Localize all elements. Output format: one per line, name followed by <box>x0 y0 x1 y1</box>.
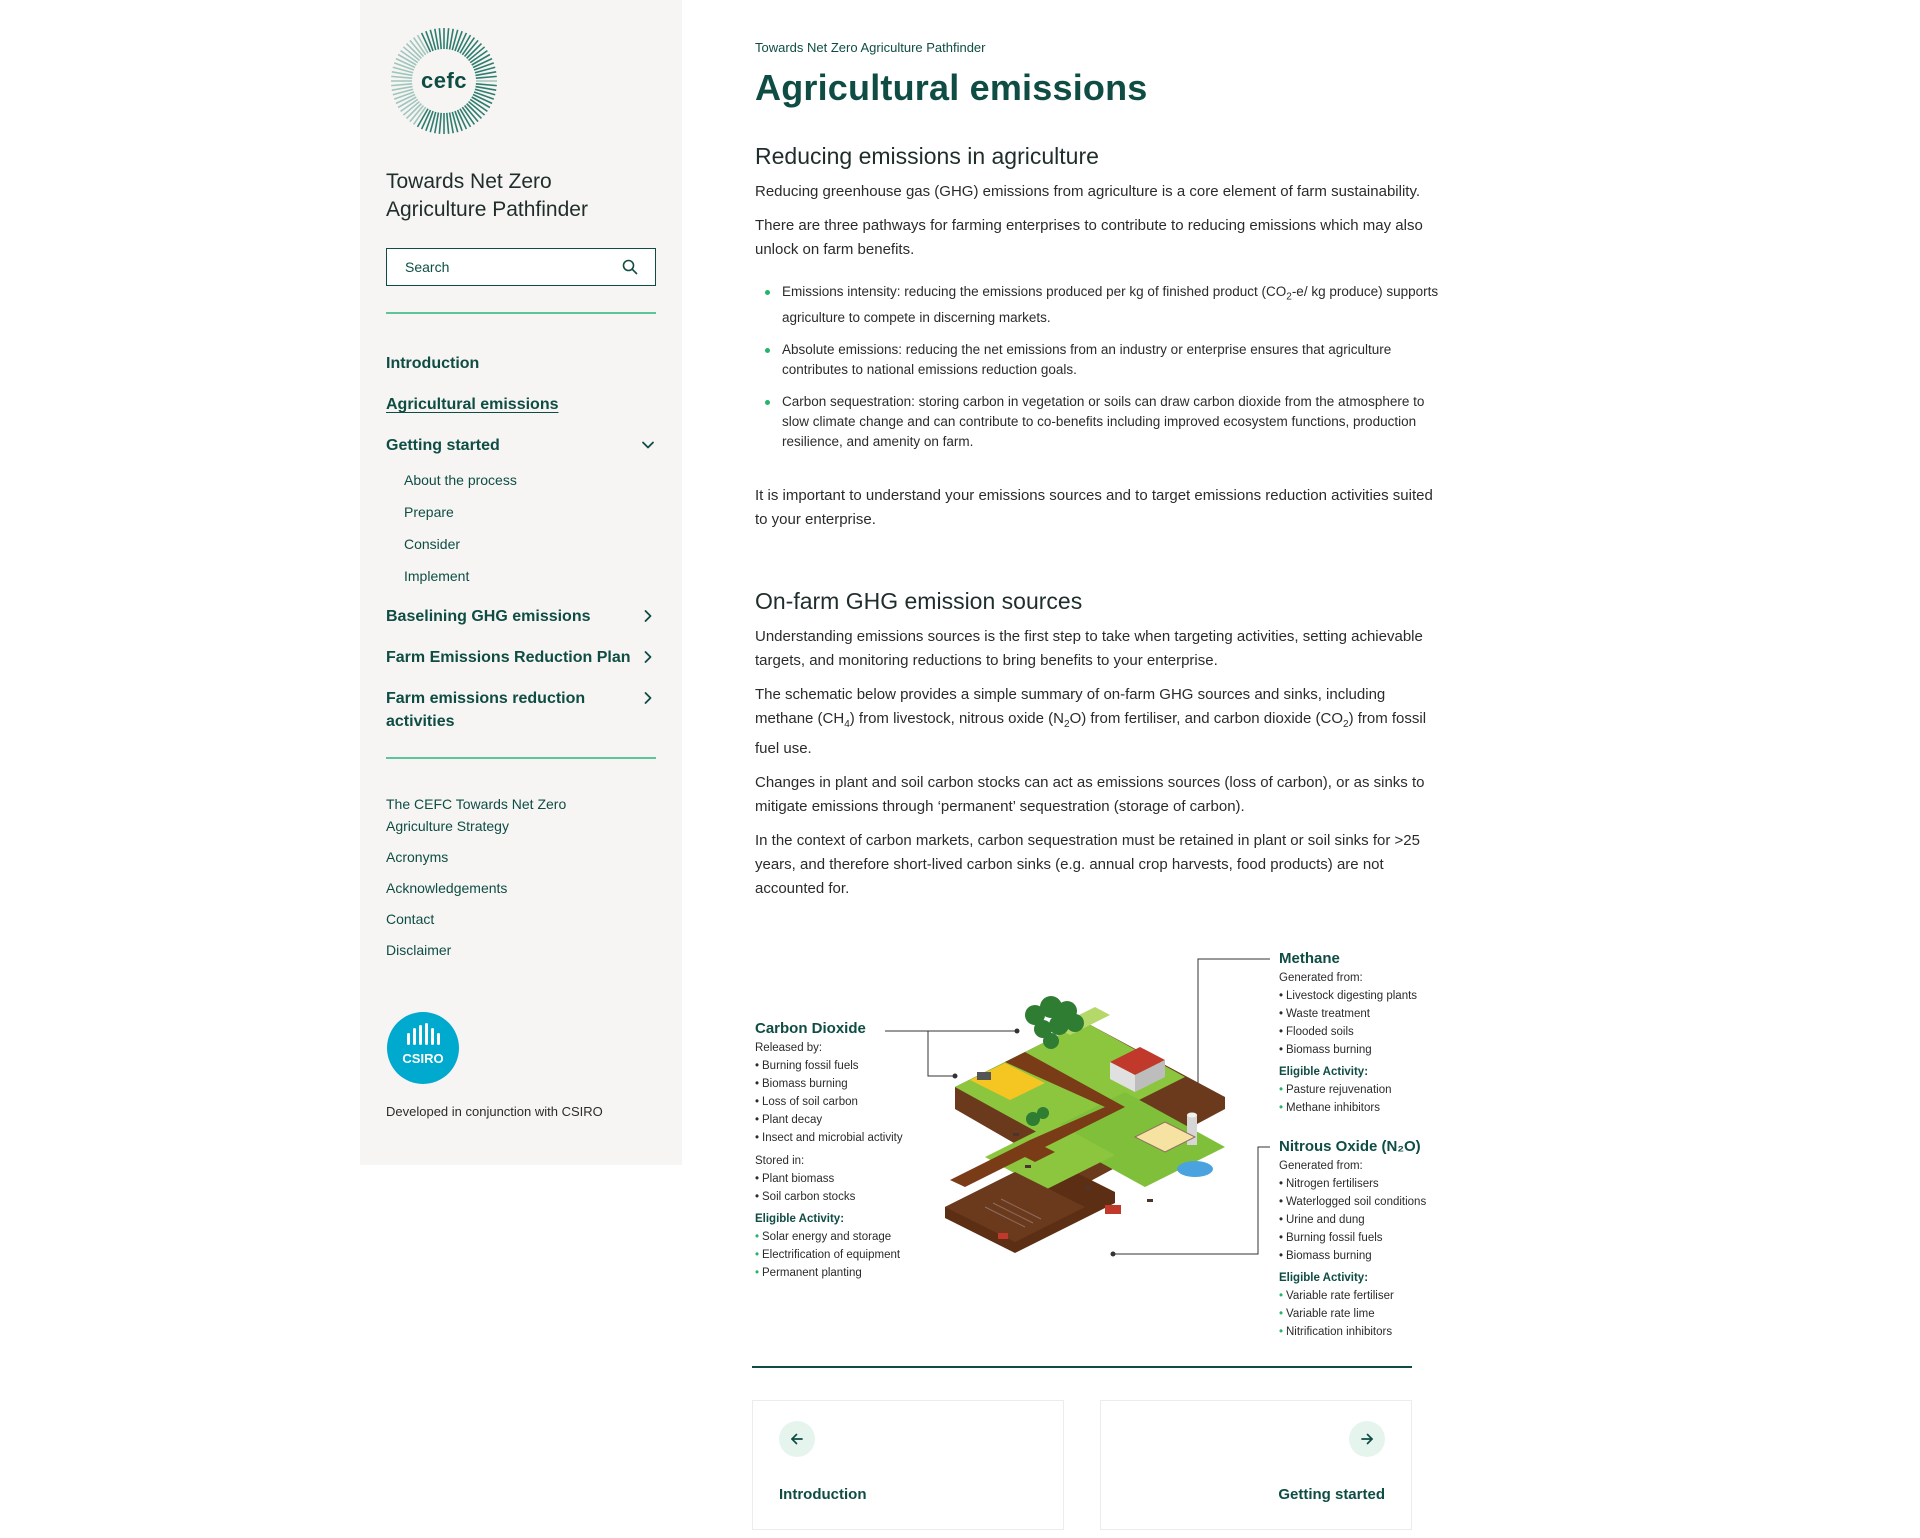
footer-link-acknowledgements[interactable]: Acknowledgements <box>386 880 508 896</box>
list-item: • Biomass burning <box>755 1075 903 1093</box>
n2o-label-block <box>1279 1137 1426 1341</box>
n2o-eligible-label: Eligible Activity: <box>1279 1271 1369 1284</box>
arrow-left-icon <box>779 1421 815 1457</box>
nav-item-farm-emissions-reduction-activities[interactable] <box>386 687 656 733</box>
search-box <box>386 248 656 286</box>
co2-released-label: Released by: <box>755 1041 823 1054</box>
list-item: • Nitrification inhibitors <box>1279 1323 1426 1341</box>
subnav-getting-started <box>404 471 656 585</box>
co2-label-block <box>755 1019 903 1282</box>
list-item: • Plant biomass <box>755 1170 903 1188</box>
prev-page-link[interactable] <box>752 1400 1064 1530</box>
list-item: • Nitrogen fertilisers <box>1279 1175 1426 1193</box>
list-item: • Biomass burning <box>1279 1247 1426 1265</box>
list-item: • Plant decay <box>755 1111 903 1129</box>
list-item: • Pasture rejuvenation <box>1279 1081 1417 1099</box>
list-item: • Waterlogged soil conditions <box>1279 1193 1426 1211</box>
nav-item-agricultural-emissions[interactable] <box>386 393 656 416</box>
paragraph: Understanding emissions sources is the first step to take when targeting activities, setting achievable targets, and monitoring reductions to bring benefits to your enterprise. <box>755 627 1423 669</box>
list-item: • Permanent planting <box>755 1264 903 1282</box>
next-page-label: Getting started <box>1278 1486 1385 1503</box>
list-item: Emissions intensity: reducing the emissions produced per kg of finished product ($CO_2-e/$ kg produce) supports agriculture to compete in discerning markets. <box>755 282 1445 328</box>
list-item: Carbon sequestration: storing carbon in vegetation or soils can draw carbon dioxide from the atmosphere to slow climate change and can contribute to co-benefits including improved ecosystem functions, production resilience, and amenity on farm. <box>755 392 1445 452</box>
co2-title: Carbon Dioxide <box>755 1019 866 1037</box>
paragraph: In the context of carbon markets, carbon sequestration must be retained in plant or soil sinks for >25 years, and therefore short-lived carbon sinks (e.g. annual crop harvests, food products) are not accounted for. <box>755 831 1420 897</box>
arrow-right-icon <box>1349 1421 1385 1457</box>
ghg-schematic <box>755 937 1455 1357</box>
list-item: • Waste treatment <box>1279 1005 1417 1023</box>
paragraph: The schematic below provides a simple summary of on-farm GHG sources and sinks, including methane $(CH_4)$ from livestock, nitrous oxide $(N_2O)$ from fertiliser, and carbon dioxide $(CO_2)$ from fossil fuel use. <box>755 685 1427 757</box>
csiro-logo[interactable] <box>386 1011 656 1119</box>
nav-item-label: Agricultural emissions <box>386 396 559 413</box>
subnav-item-about-the-process[interactable]: About the process <box>404 472 517 488</box>
list-item: • Burning fossil fuels <box>755 1057 903 1075</box>
paragraph: There are three pathways for farming enterprises to contribute to reducing emissions which may also unlock on farm benefits. <box>755 217 1423 258</box>
search-icon[interactable] <box>621 258 639 276</box>
sidebar-divider <box>386 757 656 759</box>
nav-item-farm-emissions-reduction-plan[interactable] <box>386 646 656 669</box>
search-input[interactable] <box>405 259 605 275</box>
paragraph: Changes in plant and soil carbon stocks can act as emissions sources (loss of carbon), or as sinks to mitigate emissions through ‘permanent’ sequestration (storage of carbon). <box>755 773 1425 815</box>
cefc-logo[interactable] <box>389 26 499 136</box>
subnav-item-prepare[interactable]: Prepare <box>404 504 454 520</box>
footer-link-disclaimer[interactable]: Disclaimer <box>386 942 452 958</box>
csiro-logo-icon <box>386 1011 460 1085</box>
csiro-logo-text: CSIRO <box>402 1051 444 1066</box>
paragraph: Reducing greenhouse gas (GHG) emissions from agriculture is a core element of farm sustainability. <box>755 183 1421 200</box>
footer-link-acronyms[interactable]: Acronyms <box>386 849 449 865</box>
list-item: • Livestock digesting plants <box>1279 987 1417 1005</box>
list-item: • Flooded soils <box>1279 1023 1417 1041</box>
nav-item-label: Farm Emissions Reduction Plan <box>386 649 631 666</box>
chevron-right-icon[interactable] <box>640 649 656 665</box>
chevron-right-icon[interactable] <box>640 690 656 706</box>
methane-eligible-label: Eligible Activity: <box>1279 1065 1369 1078</box>
section-heading-ghg-sources: On-farm GHG emission sources <box>755 587 1083 614</box>
list-item: • Burning fossil fuels <box>1279 1229 1426 1247</box>
list-item: • Insect and microbial activity <box>755 1129 903 1147</box>
sidebar-divider <box>386 312 656 314</box>
footer-link-strategy[interactable]: The CEFC Towards Net Zero Agriculture Strategy <box>386 796 567 834</box>
n2o-title: Nitrous Oxide (N₂O) <box>1279 1137 1421 1155</box>
list-item: • Biomass burning <box>1279 1041 1417 1059</box>
section-heading-reducing-emissions: Reducing emissions in agriculture <box>755 143 1099 169</box>
pathways-list <box>755 282 1445 452</box>
footer-link-contact[interactable]: Contact <box>386 911 435 927</box>
pager-divider <box>752 1366 1412 1368</box>
nav-item-label: Baselining GHG emissions <box>386 608 591 625</box>
list-item: • Soil carbon stocks <box>755 1188 903 1206</box>
next-page-link[interactable] <box>1100 1400 1412 1530</box>
chevron-down-icon[interactable] <box>640 437 656 453</box>
methane-generated-label: Generated from: <box>1279 971 1363 984</box>
nav-item-label: Introduction <box>386 355 480 372</box>
co2-stored-label: Stored in: <box>755 1154 805 1167</box>
nav-item-label: Getting started <box>386 437 500 454</box>
nav-item-getting-started[interactable] <box>386 434 656 457</box>
nav-item-label: Farm emissions reduction activities <box>386 690 586 730</box>
sidebar <box>360 0 682 1165</box>
prev-page-label: Introduction <box>779 1486 867 1503</box>
main-content <box>755 40 1445 1357</box>
site-title[interactable]: Towards Net Zero Agriculture Pathfinder <box>386 170 588 221</box>
n2o-generated-label: Generated from: <box>1279 1159 1363 1172</box>
methane-title: Methane <box>1279 949 1340 967</box>
nav-item-introduction[interactable] <box>386 352 656 375</box>
nav-item-baselining[interactable] <box>386 605 656 628</box>
breadcrumb[interactable]: Towards Net Zero Agriculture Pathfinder <box>755 40 986 55</box>
csiro-caption: Developed in conjunction with CSIRO <box>386 1104 603 1119</box>
paragraph: It is important to understand your emissions sources and to target emissions reduction activities suited to your enterprise. <box>755 486 1433 528</box>
sidebar-nav <box>386 352 656 733</box>
list-item: • Methane inhibitors <box>1279 1099 1417 1117</box>
list-item: • Loss of soil carbon <box>755 1093 903 1111</box>
list-item: • Electrification of equipment <box>755 1246 903 1264</box>
subnav-item-implement[interactable]: Implement <box>404 568 470 584</box>
sidebar-footer-links <box>386 793 656 961</box>
subnav-item-consider[interactable]: Consider <box>404 536 461 552</box>
list-item: • Urine and dung <box>1279 1211 1426 1229</box>
list-item: Absolute emissions: reducing the net emissions from an industry or enterprise ensures that agriculture contributes to national emissions reduction goals. <box>755 340 1445 380</box>
list-item: • Variable rate fertiliser <box>1279 1287 1426 1305</box>
chevron-right-icon[interactable] <box>640 608 656 624</box>
co2-eligible-label: Eligible Activity: <box>755 1212 845 1225</box>
methane-label-block <box>1279 949 1417 1117</box>
cefc-logo-text: cefc <box>420 68 468 93</box>
list-item: • Variable rate lime <box>1279 1305 1426 1323</box>
list-item: • Solar energy and storage <box>755 1228 903 1246</box>
page-title: Agricultural emissions <box>755 67 1148 108</box>
